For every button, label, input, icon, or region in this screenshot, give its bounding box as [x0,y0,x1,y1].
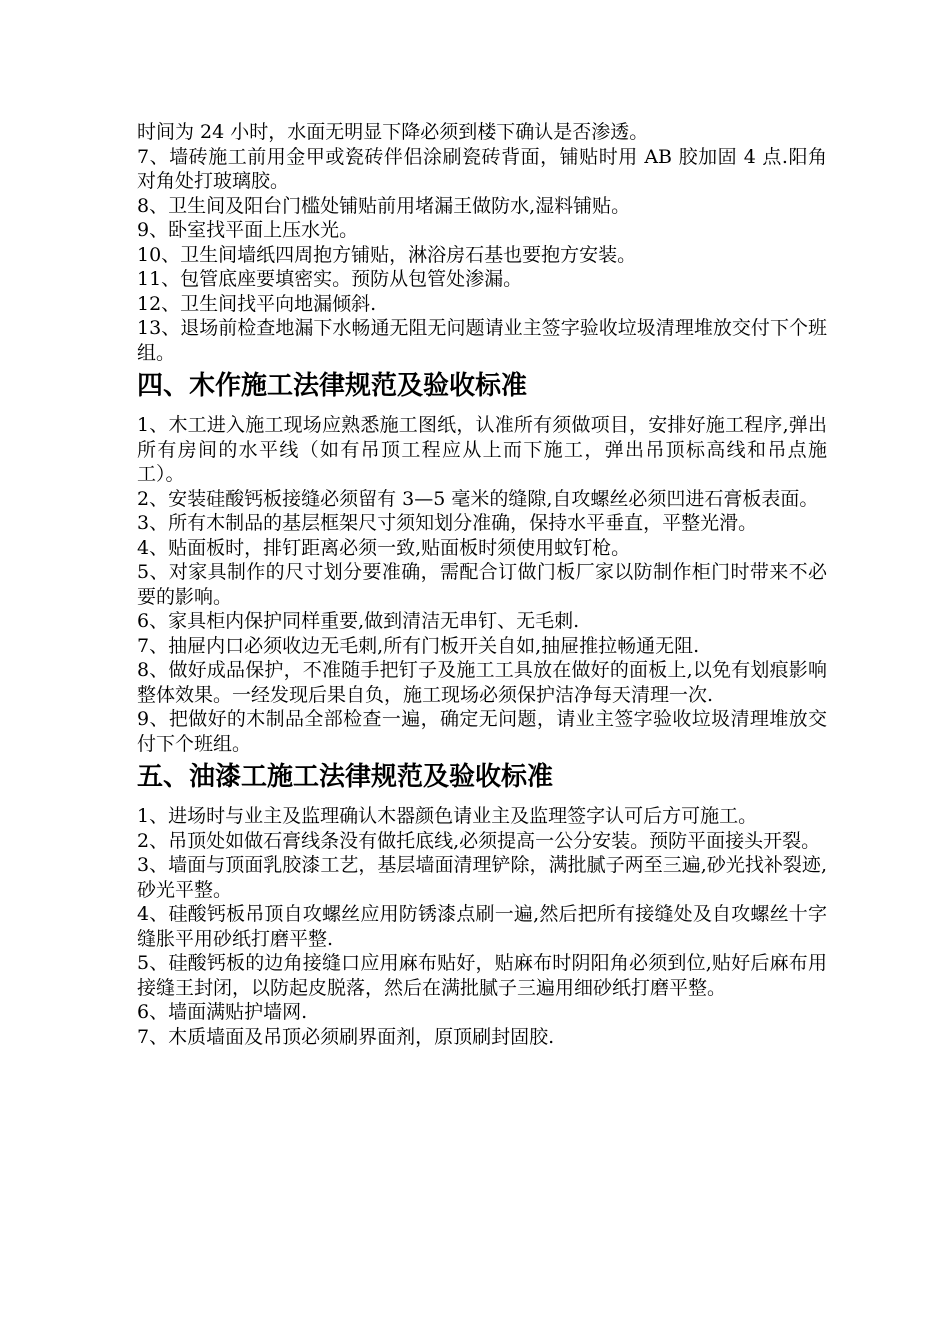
section-5-item-7: 7、木质墙面及吊顶必须刷界面剂，原顶刷封固胶. [137,1025,555,1048]
section-5-item-5: 5、硅酸钙板的边角接缝口应用麻布贴好，贴麻布时阴阳角必须到位,贴好后麻布用接缝王封闭，以防起皮脱落，然后在满批腻子三遍用细砂纸打磨平整。 [137,952,827,999]
section-4 [137,369,827,756]
section-4-item-2: 2、安装硅酸钙板接缝必须留有 3—5 毫米的缝隙,自攻螺丝必须凹进石膏板表面。 [137,487,819,510]
intro-paragraph-10: 10、卫生间墙纸四周抱方铺贴，淋浴房石基也要抱方安装。 [137,243,637,266]
section-4-heading: 四、木作施工法律规范及验收标准 [137,371,528,401]
intro-paragraph-7: 7、墙砖施工前用金甲或瓷砖伴侣涂刷瓷砖背面，铺贴时用 AB 胶加固 4 点.阳角对角处打玻璃胶。 [137,145,827,192]
section-4-item-8: 8、做好成品保护，不准随手把钉子及施工工具放在做好的面板上,以免有划痕影响整体效果。一经发现后果自负，施工现场必须保护洁净每天清理一次. [137,659,827,706]
section-4-item-9: 9、把做好的木制品全部检查一遍，确定无问题，请业主签字验收垃圾清理堆放交付下个班组。 [137,708,827,755]
intro-paragraph-1: 时间为 24 小时，水面无明显下降必须到楼下确认是否渗透。 [137,121,649,143]
section-5-item-1: 1、进场时与业主及监理确认木器颜色请业主及监理签字认可后方可施工。 [137,805,758,827]
section-5-item-3: 3、墙面与顶面乳胶漆工艺，基层墙面清理铲除，满批腻子两至三遍,砂光找补裂迹,砂光平整。 [137,854,827,901]
intro-paragraph-11: 11、包管底座要填密实。预防从包管处渗漏。 [137,268,523,290]
intro-paragraph-13: 13、退场前检查地漏下水畅通无阻无问题请业主签字验收垃圾清理堆放交付下个班组。 [137,317,827,364]
section-5-item-6: 6、墙面满贴护墙网. [137,1001,308,1023]
intro-paragraph-12: 12、卫生间找平向地漏倾斜. [137,292,377,315]
section-5-item-4: 4、硅酸钙板吊顶自攻螺丝应用防锈漆点刷一遍,然后把所有接缝处及自攻螺丝十字缝胀平用砂纸打磨平整. [137,903,827,950]
section-4-item-7: 7、抽屉内口必须收边无毛刺,所有门板开关自如,抽屉推拉畅通无阻. [137,634,700,657]
section-4-item-4: 4、贴面板时，排钉距离必须一致,贴面板时须使用蚊钉枪。 [137,536,631,559]
section-4-item-3: 3、所有木制品的基层框架尺寸须知划分准确，保持水平垂直，平整光滑。 [137,512,758,534]
section-5-item-2: 2、吊顶处如做石膏线条没有做托底线,必须提高一公分安装。预防平面接头开裂。 [137,829,821,852]
section-5 [137,760,827,1049]
section-4-item-6: 6、家具柜内保护同样重要,做到清洁无串钉、无毛刺. [137,610,580,632]
section-4-item-5: 5、对家具制作的尺寸划分要准确，需配合订做门板厂家以防制作柜门时带来不必要的影响。 [137,561,827,608]
section-4-item-1: 1、木工进入施工现场应熟悉施工图纸，认准所有须做项目，安排好施工程序,弹出所有房间的水平线（如有吊顶工程应从上而下施工，弹出吊顶标高线和吊点施工）。 [137,414,827,485]
section-intro [137,120,827,365]
intro-paragraph-8: 8、卫生间及阳台门槛处铺贴前用堵漏王做防水,湿料铺贴。 [137,194,631,217]
section-5-heading: 五、油漆工施工法律规范及验收标准 [137,762,554,792]
document-page [137,120,827,1049]
intro-paragraph-9: 9、卧室找平面上压水光。 [137,219,359,241]
